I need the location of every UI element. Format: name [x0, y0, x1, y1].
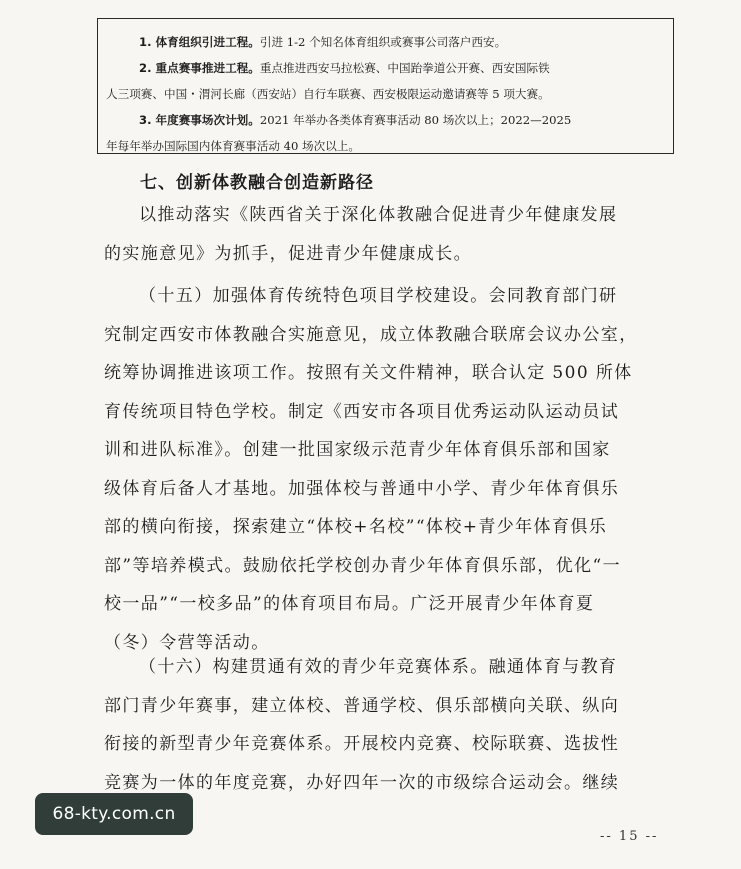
list-item	[106, 107, 667, 133]
item-title: 3. 年度赛事场次计划。	[139, 113, 260, 127]
watermark-badge: 68-kty.com.cn	[35, 793, 193, 835]
section-heading: 七、创新体教融合创造新路径	[140, 173, 374, 193]
paragraph-line: 究制定西安市体教融合实施意见，成立体教融合联席会议办公室，	[104, 324, 638, 345]
paragraph-line: （冬）令营等活动。	[104, 632, 270, 653]
item-text: 引进 1-2 个知名体育组织或赛事公司落户西安。	[259, 35, 507, 49]
paragraph-line: 统筹协调推进该项工作。按照有关文件精神，联合认定 500 所体	[104, 363, 633, 383]
list-item-continuation: 人三项赛、中国・渭河长廊（西安站）自行车联赛、西安极限运动邀请赛等 5 项大赛。	[106, 87, 550, 101]
paragraph-line: 部门青少年赛事，建立体校、普通学校、俱乐部横向关联、纵向	[104, 695, 620, 716]
list-item	[106, 55, 667, 81]
paragraph	[104, 196, 664, 273]
paragraph-line: 衔接的新型青少年竞赛体系。开展校内竞赛、校际联赛、选拔性	[104, 734, 620, 754]
item-title: 1. 体育组织引进工程。	[139, 35, 260, 49]
paragraph-line: （十六）构建贯通有效的青少年竞赛体系。融通体育与教育	[139, 657, 618, 677]
list-item-continuation: 年每年举办国际国内体育赛事活动 40 场次以上。	[106, 139, 360, 153]
page-number: -- 15 --	[600, 829, 659, 844]
paragraph-line: 竞赛为一体的年度竞赛，办好四年一次的市级综合运动会。继续	[104, 772, 620, 793]
item-text: 2021 年举办各类体育赛事活动 80 场次以上；2022—2025	[259, 113, 572, 127]
paragraph-line: 部的横向衔接，探索建立“体校+名校”“体校+青少年体育俱乐	[104, 517, 608, 537]
paragraph	[104, 277, 664, 662]
list-item	[106, 29, 667, 55]
item-text: 重点推进西安马拉松赛、中国跆拳道公开赛、西安国际铁	[259, 61, 550, 75]
paragraph-line: 训和进队标准》。创建一批国家级示范青少年体育俱乐部和国家	[104, 440, 611, 460]
item-title: 2. 重点赛事推进工程。	[139, 61, 260, 75]
paragraph-line: 级体育后备人才基地。加强体校与普通中小学、青少年体育俱乐	[104, 478, 620, 499]
paragraph-line: 的实施意见》为抓手，促进青少年健康成长。	[104, 243, 472, 264]
paragraph	[104, 648, 664, 802]
paragraph-line: （十五）加强体育传统特色项目学校建设。会同教育部门研	[139, 286, 618, 306]
project-list-box	[97, 18, 674, 154]
paragraph-line: 部”等培养模式。鼓励依托学校创办青少年体育俱乐部，优化“一	[104, 555, 621, 576]
paragraph-line: 以推动落实《陕西省关于深化体教融合促进青少年健康发展	[139, 205, 618, 225]
paragraph-line: 校一品”“一校多品”的体育项目布局。广泛开展青少年体育夏	[104, 594, 595, 614]
paragraph-line: 育传统项目特色学校。制定《西安市各项目优秀运动队运动员试	[104, 401, 620, 422]
